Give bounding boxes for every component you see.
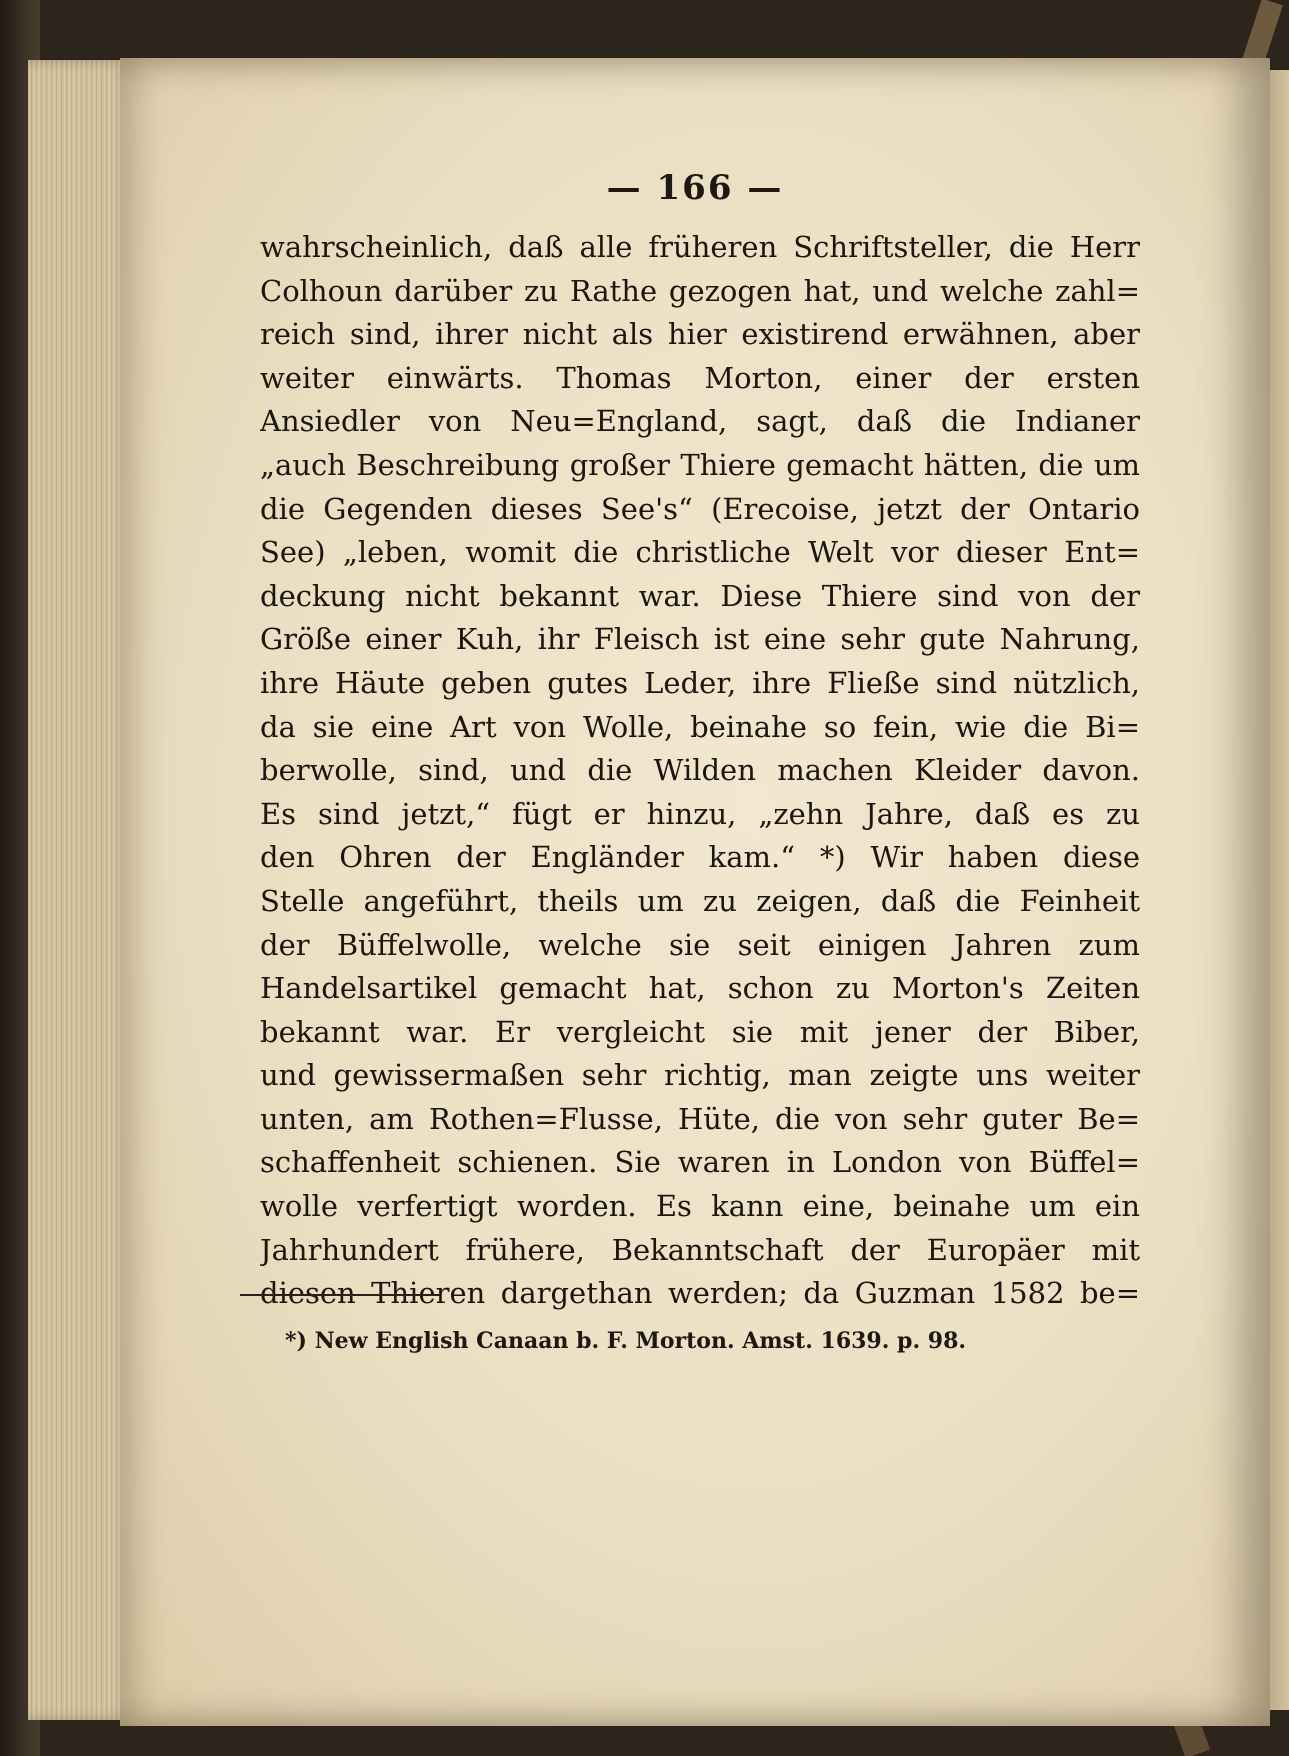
text-line: Stelle angeführt, theils um zu zeigen, daß die Feinheit xyxy=(260,883,1140,918)
text-line: Handelsartikel gemacht hat, schon zu Morton's Zeiten xyxy=(260,971,1140,1006)
text-line: den Ohren der Engländer kam.“ *) Wir haben diese xyxy=(260,840,1140,875)
text-line: der Büffelwolle, welche sie seit einigen Jahren zum xyxy=(260,927,1140,962)
text-line: Es sind jetzt,“ fügt er hinzu, „zehn Jahre, daß es zu xyxy=(260,796,1140,831)
text-line: unten, am Rothen=Flusse, Hüte, die von sehr guter Be= xyxy=(260,1101,1140,1136)
text-line: „auch Beschreibung großer Thiere gemacht hätten, die um xyxy=(260,447,1140,482)
text-line: da sie eine Art von Wolle, beinahe so fein, wie die Bi= xyxy=(260,709,1140,744)
text-line: ihre Häute geben gutes Leder, ihre Fließe sind nützlich, xyxy=(260,665,1140,700)
body-text xyxy=(260,226,1140,1316)
text-line: schaffenheit schienen. Sie waren in London von Büffel= xyxy=(260,1145,1140,1180)
text-line: weiter einwärts. Thomas Morton, einer der ersten xyxy=(260,360,1140,395)
text-line: wahrscheinlich, daß alle früheren Schriftsteller, die Herr xyxy=(260,230,1140,264)
text-line: See) „leben, womit die christliche Welt vor dieser Ent= xyxy=(260,535,1140,570)
page-number: — 166 — xyxy=(606,168,784,208)
text-line: berwolle, sind, und die Wilden machen Kleider davon. xyxy=(260,753,1140,788)
footnote: *) New English Canaan b. F. Morton. Amst. 1639. p. 98. xyxy=(285,1328,967,1354)
text-line: deckung nicht bekannt war. Diese Thiere sind von der xyxy=(260,578,1140,613)
text-line: die Gegenden dieses See's“ (Erecoise, jetzt der Ontario xyxy=(260,491,1140,526)
text-line: diesen Thieren dargethan werden; da Guzman 1582 be= xyxy=(260,1276,1140,1311)
page-stack-edge xyxy=(28,60,133,1720)
text-line: reich sind, ihrer nicht als hier existirend erwähnen, aber xyxy=(260,317,1140,352)
text-line: bekannt war. Er vergleicht sie mit jener der Biber, xyxy=(260,1014,1140,1049)
text-line: Colhoun darüber zu Rathe gezogen hat, und welche zahl= xyxy=(260,273,1140,308)
text-line: und gewissermaßen sehr richtig, man zeigte uns weiter xyxy=(260,1058,1140,1093)
book-page xyxy=(120,58,1270,1726)
footnote-rule xyxy=(240,1294,440,1296)
text-line: Größe einer Kuh, ihr Fleisch ist eine sehr gute Nahrung, xyxy=(260,622,1140,657)
text-line: wolle verfertigt worden. Es kann eine, beinahe um ein xyxy=(260,1189,1140,1224)
text-line: Jahrhundert frühere, Bekanntschaft der Europäer mit xyxy=(260,1232,1140,1267)
text-line: Ansiedler von Neu=England, sagt, daß die Indianer xyxy=(260,404,1140,439)
